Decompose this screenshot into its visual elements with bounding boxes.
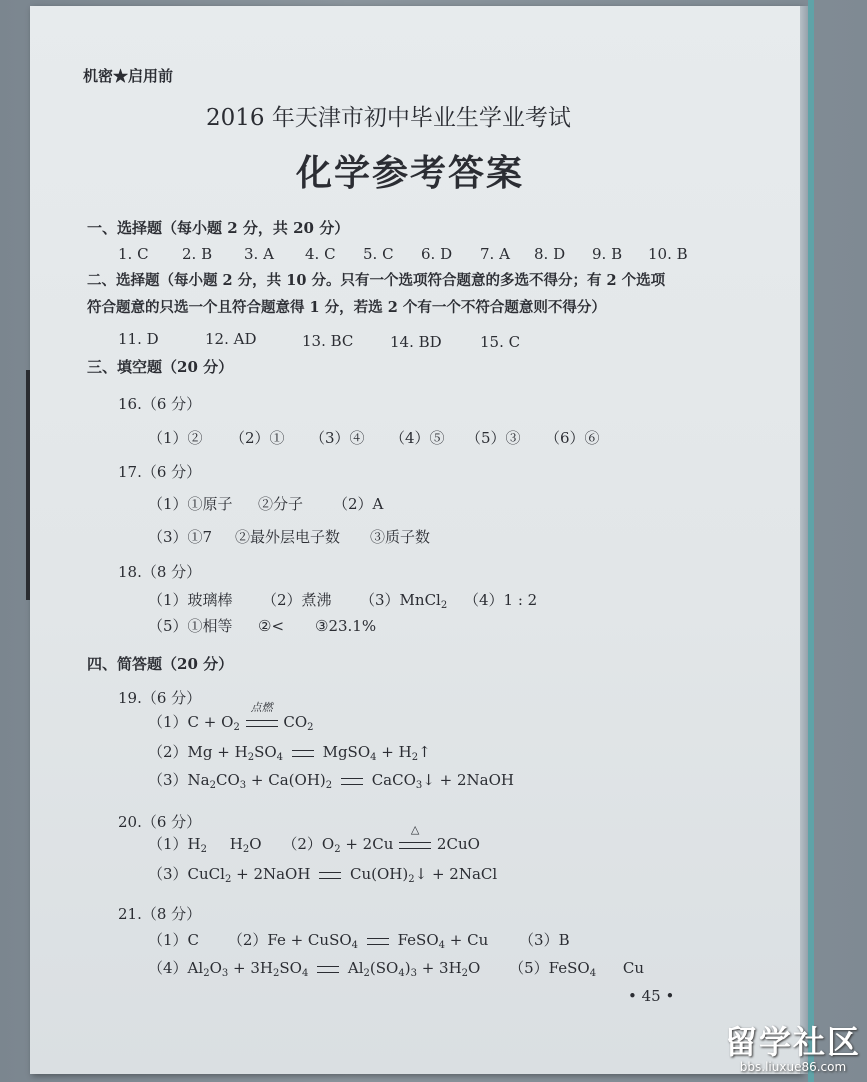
book-spine-shadow bbox=[26, 370, 30, 600]
q18-answer-2: （2）煮沸 bbox=[262, 591, 332, 609]
q18-answer-5c: ③23.1% bbox=[315, 617, 377, 635]
section-4-heading: 四、简答题（20 分） bbox=[87, 655, 234, 673]
section-1-heading: 一、选择题（每小题 2 分，共 20 分） bbox=[87, 219, 350, 237]
answer-11: 11. D bbox=[118, 330, 159, 348]
q19-equation-1: $(1)C + O_2$ 点燃 $CO_2$ bbox=[148, 712, 314, 732]
q20-label: 20.（6 分） bbox=[118, 813, 202, 831]
section-2-heading-line1: 二、选择题（每小题 2 分，共 10 分。只有一个选项符合题意的多选不得分；有 2 个选项 bbox=[87, 272, 666, 289]
q17-answer-1a: （1）①原子 bbox=[148, 495, 233, 513]
book-cover-edge bbox=[808, 0, 814, 1082]
answer-15: 15. C bbox=[480, 333, 521, 351]
exam-title: 2016 年天津市初中毕业生学业考试 bbox=[206, 105, 571, 131]
answer-8: 8. D bbox=[534, 245, 566, 263]
q21-answer-line-1: （1）C （2）Fe + CuSO$_4$ FeSO$_4$ + Cu （3）B bbox=[148, 931, 570, 951]
answer-13: 13. BC bbox=[302, 332, 354, 350]
q17-label: 17.（6 分） bbox=[118, 463, 202, 481]
q18-answer-3: （3）MnCl$_2$ bbox=[360, 591, 448, 611]
q17-answer-3b: ②最外层电子数 bbox=[235, 528, 341, 546]
answer-2: 2. B bbox=[182, 245, 213, 263]
q20-answer-line-1: $(1)H_2$ $H_2O$ $(2)O_2 + 2Cu$ △ 2CuO bbox=[148, 834, 480, 854]
answer-5: 5. C bbox=[363, 245, 394, 263]
answer-10: 10. B bbox=[648, 245, 688, 263]
q16-answer-5: （5）③ bbox=[466, 429, 521, 447]
page-edge bbox=[800, 6, 808, 1074]
page-number: • 45 • bbox=[628, 987, 675, 1005]
section-3-heading: 三、填空题（20 分） bbox=[87, 358, 234, 376]
q17-answer-1b: ②分子 bbox=[258, 495, 304, 513]
q17-answer-2: （2）A bbox=[333, 495, 384, 513]
q20-answer-line-2: （3）CuCl$_2$ + 2NaOH $Cu(OH)_2↓$ + 2NaCl bbox=[148, 865, 498, 885]
q16-answer-4: （4）⑤ bbox=[390, 429, 445, 447]
confidential-label: 机密★启用前 bbox=[83, 67, 174, 85]
answer-9: 9. B bbox=[592, 245, 623, 263]
q18-answer-5a: （5）①相等 bbox=[148, 617, 233, 635]
doc-title: 化学参考答案 bbox=[296, 152, 525, 194]
q21-answer-line-2: $(4)Al_2O_3 + 3H_2SO_4$ $Al_2(SO_4)_3 + 3H_2O$ （5）FeSO$_4$ Cu bbox=[148, 959, 645, 979]
answer-4: 4. C bbox=[305, 245, 336, 263]
answer-14: 14. BD bbox=[390, 333, 442, 351]
condition-heat: △ bbox=[410, 823, 420, 836]
q17-answer-3c: ③质子数 bbox=[370, 528, 431, 546]
watermark-url: bbs.liuxue86.com bbox=[739, 1060, 847, 1074]
section-2-heading-line2: 符合题意的只选一个且符合题意得 1 分，若选 2 个有一个不符合题意则不得分） bbox=[87, 299, 606, 316]
answer-6: 6. D bbox=[421, 245, 453, 263]
q18-label: 18.（8 分） bbox=[118, 563, 202, 581]
answer-3: 3. A bbox=[244, 245, 274, 263]
q16-label: 16.（6 分） bbox=[118, 395, 202, 413]
q17-answer-3a: （3）①7 bbox=[148, 528, 213, 546]
q16-answer-6: （6）⑥ bbox=[545, 429, 600, 447]
q19-equation-3: $(3)Na_2CO_3 + Ca(OH)_2$ CaCO$_3$↓ + 2NaOH bbox=[148, 771, 514, 791]
condition-ignite: 点燃 bbox=[250, 701, 273, 714]
q16-answer-2: （2）① bbox=[230, 429, 285, 447]
q21-label: 21.（8 分） bbox=[118, 905, 202, 923]
q18-answer-5b: ②< bbox=[258, 617, 285, 635]
answer-12: 12. AD bbox=[205, 330, 257, 348]
watermark-logo: 留学社区 bbox=[724, 1023, 861, 1061]
q19-equation-2: $(2)Mg + H_2SO_4$ MgSO$_4$ + $H_2↑$ bbox=[148, 743, 431, 763]
q16-answer-3: （3）④ bbox=[310, 429, 365, 447]
answer-1: 1. C bbox=[118, 245, 149, 263]
q18-answer-1: （1）玻璃棒 bbox=[148, 591, 233, 609]
q18-answer-4: （4）1 : 2 bbox=[464, 591, 538, 609]
watermark bbox=[725, 1024, 861, 1074]
q16-answer-1: （1）② bbox=[148, 429, 203, 447]
answer-7: 7. A bbox=[480, 245, 510, 263]
q19-label: 19.（6 分） bbox=[118, 689, 202, 707]
